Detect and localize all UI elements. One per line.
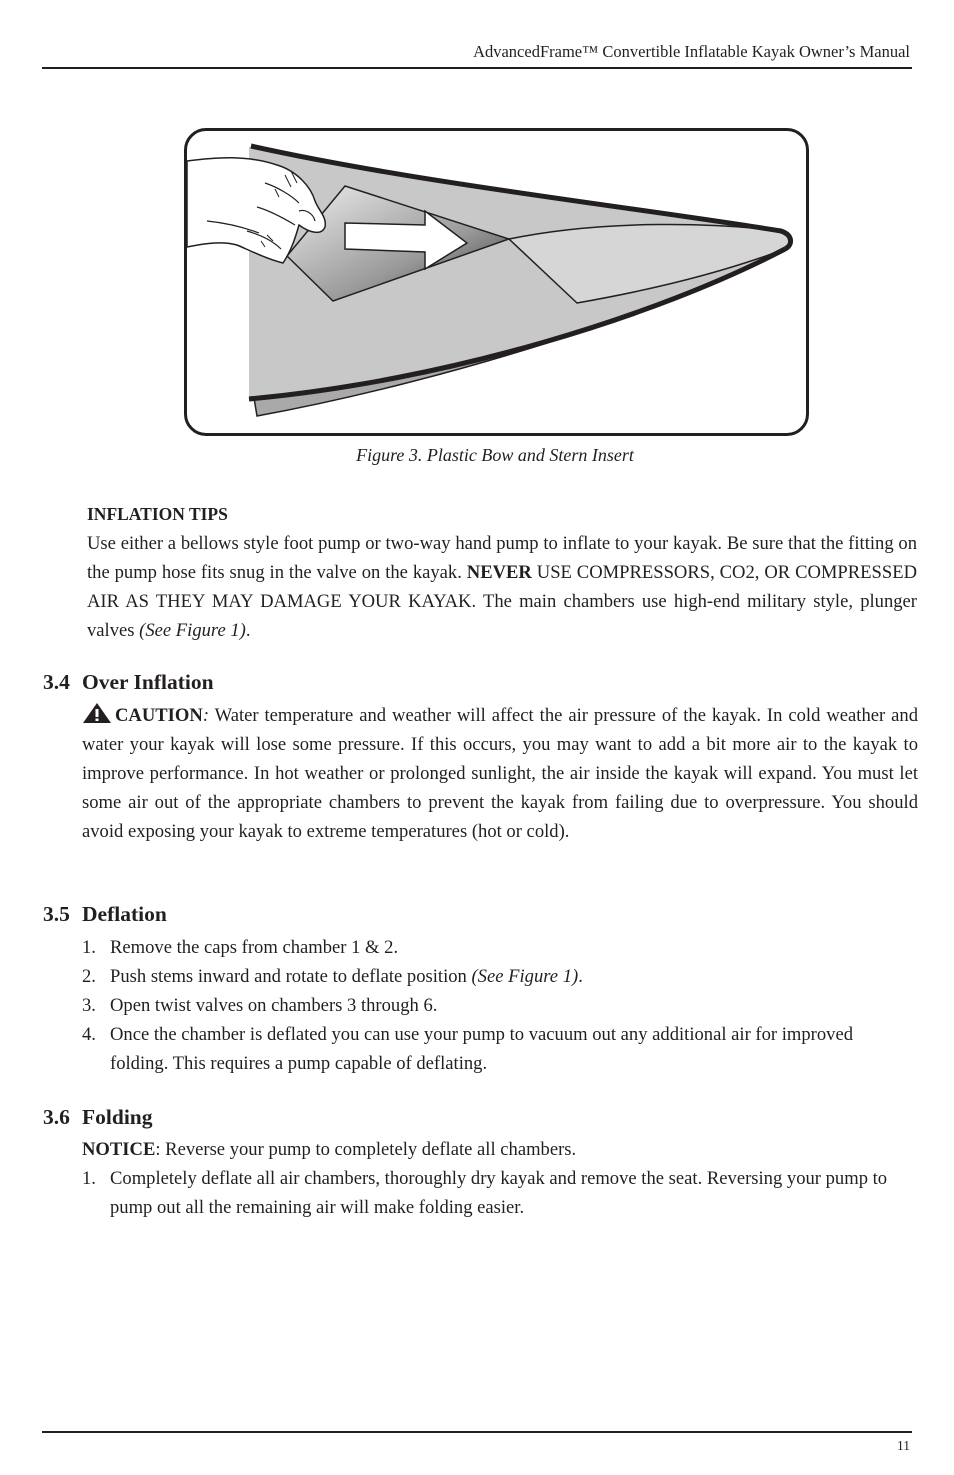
figure-reference: (See Figure 1) [471,966,579,987]
inflation-tips-text-part: USE COMPRESSORS, CO2, OR COMPRESSED AIR AS THEY MAY DAMAGE YOUR KAYAK. The main chambers use high-end military style, plunger valves [87,562,917,641]
list-item [82,933,882,962]
section-heading-3-4 [43,670,214,695]
list-item-text: Push stems inward and rotate to deflate position [110,966,472,987]
list-item [82,1020,882,1078]
over-inflation-caution [82,701,918,846]
notice-line [82,1135,892,1164]
caution-colon: : [202,705,210,726]
list-item [82,1164,892,1222]
list-item-number: 1. [82,937,96,958]
list-item [82,991,882,1020]
section-title: Folding [82,1105,153,1129]
never-emphasis: NEVER [466,562,532,583]
list-item-text: Completely deflate all air chambers, thoroughly dry kayak and remove the seat. Reversing your pump to pump out all the remaining air will make folding easier. [110,1168,888,1218]
inflation-tips-title: INFLATION TIPS [87,504,228,524]
section-number: 3.4 [43,670,70,694]
list-item [82,962,882,991]
header-title: AdvancedFrame™ Convertible Inflatable Kayak Owner’s Manual [473,42,910,61]
inflation-tips-text-end: . [245,620,251,641]
folding-steps [82,1135,892,1222]
list-item-text: Open twist valves on chambers 3 through 6. [110,995,438,1016]
header-rule [42,67,912,69]
caution-warning-icon [82,702,112,724]
figure-3-illustration [184,128,809,436]
page-number: 11 [897,1438,910,1453]
inflation-tips [87,500,917,645]
notice-label: NOTICE [82,1139,156,1160]
inflation-tips-text [87,529,917,645]
deflation-steps [82,933,882,1078]
caution-label: CAUTION [115,705,203,726]
list-item-number: 3. [82,995,96,1016]
list-item-text: Once the chamber is deflated you can use your pump to vacuum out any additional air for improved folding. This requires a pump capable of deflating. [110,1024,854,1074]
list-item-text-end: . [578,966,583,987]
list-item-number: 4. [82,1024,96,1045]
section-number: 3.6 [43,1105,70,1129]
caution-paragraph [82,701,918,846]
list-item-number: 1. [82,1168,96,1189]
list-item-text: Remove the caps from chamber 1 & 2. [110,937,399,958]
list-item-number: 2. [82,966,96,987]
section-number: 3.5 [43,902,70,926]
section-title: Over Inflation [82,670,214,694]
inflation-tips-text-part: Use either a bellows style foot pump or two-way hand pump to inflate to your kayak. Be sure that the fitting on the pump hose fits snug in the valve on the kayak. [87,533,917,583]
figure-caption: Figure 3. Plastic Bow and Stern Insert [356,445,634,465]
section-title: Deflation [82,902,167,926]
figure-reference: (See Figure 1) [139,620,246,641]
section-heading-3-6 [43,1105,153,1130]
caution-text: Water temperature and weather will affect the air pressure of the kayak. In cold weather and water your kayak will lose some pressure. If this occurs, you may want to add a bit more air to the kayak to improve performance. In hot weather or prolonged sunlight, the air inside the kayak will expand. You must let some air out of the appropriate chambers to prevent the kayak from failing due to overpressure. You should avoid exposing your kayak to extreme temperatures (hot or cold). [82,705,918,842]
notice-text: : Reverse your pump to completely deflate all chambers. [155,1139,577,1160]
section-heading-3-5 [43,902,167,927]
footer-rule [42,1431,912,1433]
